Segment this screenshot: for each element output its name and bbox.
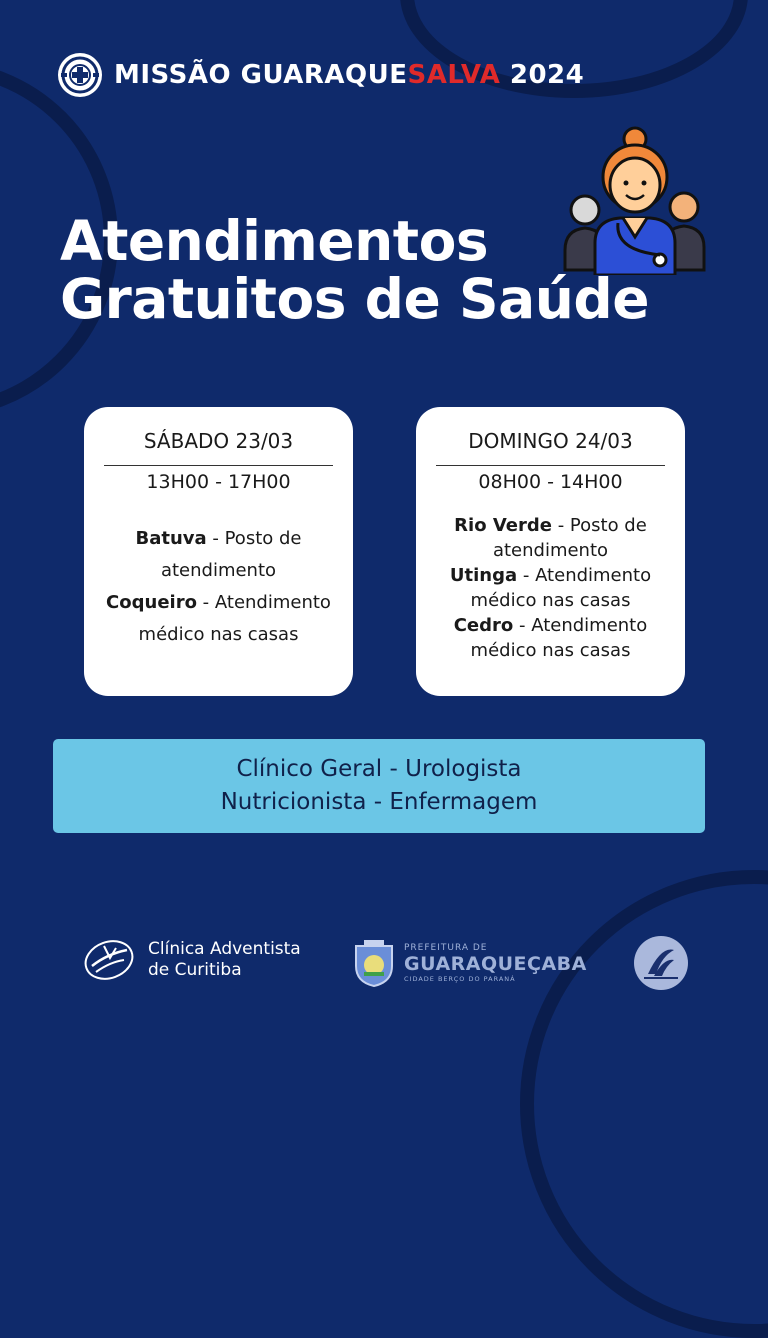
- schedule-card-saturday: [84, 407, 353, 696]
- card-time: 13H00 - 17H00: [146, 471, 291, 493]
- services-banner: [53, 739, 705, 833]
- location-item: Coqueiro - Atendimento: [106, 592, 331, 613]
- location-list: [84, 523, 353, 651]
- services-line-1: Clínico Geral - Urologista: [236, 756, 522, 782]
- clinica-adventista-logo: [82, 936, 301, 984]
- adventist-flame-icon: [634, 936, 688, 990]
- card-day: DOMINGO 24/03: [468, 429, 633, 453]
- title-line-2: Gratuitos de Saúde: [60, 267, 650, 331]
- services-line-2: Nutricionista - Enfermagem: [220, 789, 538, 815]
- card-day: SÁBADO 23/03: [143, 429, 294, 453]
- location-item-detail: médico nas casas: [138, 624, 299, 645]
- divider: [436, 465, 665, 466]
- clinica-swirl-icon: [82, 936, 136, 984]
- prefeitura-logo: [352, 938, 587, 988]
- brand-title: MISSÃO GUARAQUESALVA 2024: [114, 60, 585, 90]
- pref-label-sub: CIDADE BERÇO DO PARANÁ: [404, 975, 516, 983]
- clinica-name: Clínica Adventista de Curitiba: [148, 939, 301, 980]
- location-item: Batuva - Posto de: [135, 528, 302, 549]
- location-item: Cedro - Atendimento: [453, 615, 648, 636]
- brand-header: [58, 52, 584, 98]
- schedule-card-sunday: [416, 407, 685, 696]
- card-time: 08H00 - 14H00: [478, 471, 623, 493]
- location-item-detail: atendimento: [492, 540, 609, 561]
- pref-label-small: PREFEITURA DE: [404, 943, 488, 953]
- lifebuoy-cross-icon: [58, 53, 102, 97]
- pref-label-big: GUARAQUEÇABA: [404, 953, 587, 975]
- city-crest-icon: [352, 938, 396, 988]
- location-item: Utinga - Atendimento: [449, 565, 652, 586]
- location-item: Rio Verde - Posto de: [454, 515, 647, 536]
- divider: [104, 465, 333, 466]
- title-line-1: Atendimentos: [60, 209, 489, 273]
- location-item-detail: médico nas casas: [470, 590, 631, 611]
- location-item-detail: médico nas casas: [470, 640, 631, 661]
- page-title: [60, 209, 650, 331]
- location-item-detail: atendimento: [160, 560, 277, 581]
- location-list: [416, 513, 685, 663]
